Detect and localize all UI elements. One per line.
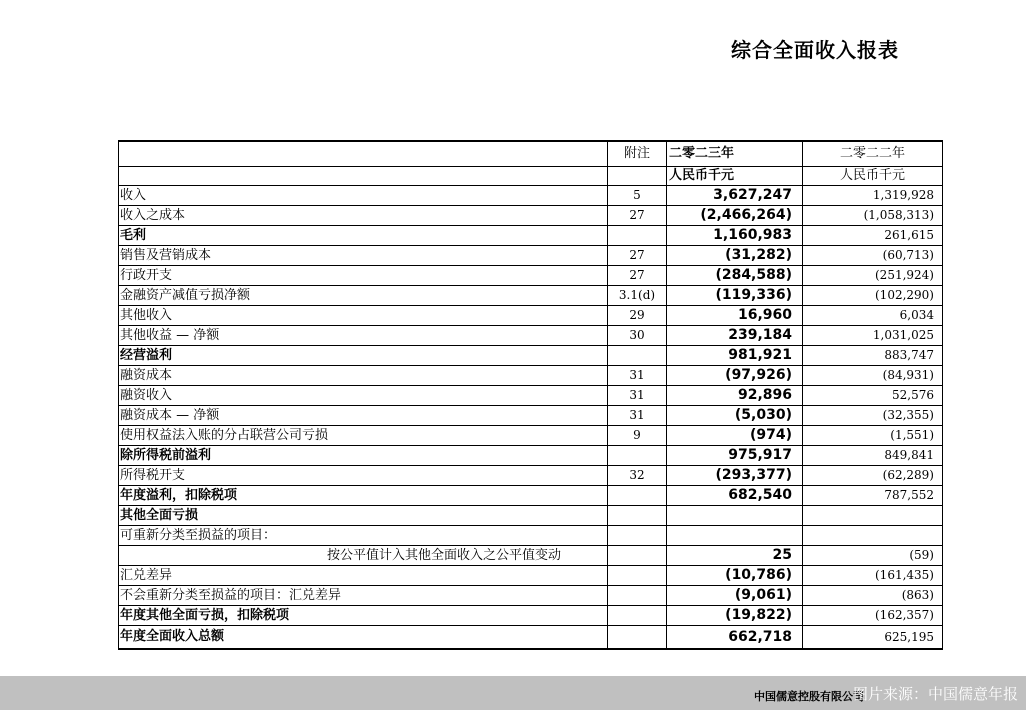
row-label: 其他收益 — 净额 (119, 326, 608, 346)
header-unit-current: 人民币千元 (667, 167, 803, 186)
row-value-current: 975,917 (667, 446, 803, 466)
row-value-current: 662,718 (667, 626, 803, 650)
row-note (608, 626, 667, 650)
row-value-current: 239,184 (667, 326, 803, 346)
row-value-prev: 6,034 (803, 306, 943, 326)
table-row (119, 626, 943, 650)
row-value-current: (2,466,264) (667, 206, 803, 226)
table-row (119, 466, 943, 486)
row-value-current (667, 506, 803, 526)
row-label: 可重新分类至损益的项目： (119, 526, 608, 546)
row-value-current: (974) (667, 426, 803, 446)
table-row (119, 406, 943, 426)
table-row (119, 426, 943, 446)
row-label: 毛利 (119, 226, 608, 246)
row-note: 27 (608, 266, 667, 286)
table-row (119, 546, 943, 566)
row-value-current: (10,786) (667, 566, 803, 586)
row-note: 32 (608, 466, 667, 486)
row-note (608, 566, 667, 586)
row-label: 汇兑差异 (119, 566, 608, 586)
row-note (608, 526, 667, 546)
row-value-current: 25 (667, 546, 803, 566)
row-value-current (667, 526, 803, 546)
row-value-prev: (162,357) (803, 606, 943, 626)
row-value-current: 92,896 (667, 386, 803, 406)
row-value-prev (803, 526, 943, 546)
row-note (608, 606, 667, 626)
row-value-prev: (863) (803, 586, 943, 606)
row-value-prev: (32,355) (803, 406, 943, 426)
row-note (608, 346, 667, 366)
row-note (608, 486, 667, 506)
row-value-prev: (102,290) (803, 286, 943, 306)
row-value-current: (119,336) (667, 286, 803, 306)
row-value-current: 682,540 (667, 486, 803, 506)
row-label: 年度全面收入总额 (119, 626, 608, 650)
header-row-years (119, 141, 943, 167)
row-note: 27 (608, 206, 667, 226)
table-row (119, 366, 943, 386)
row-note: 31 (608, 366, 667, 386)
row-value-current: (97,926) (667, 366, 803, 386)
row-value-current: 1,160,983 (667, 226, 803, 246)
row-note: 31 (608, 406, 667, 426)
row-value-current: (9,061) (667, 586, 803, 606)
row-note: 9 (608, 426, 667, 446)
row-note: 5 (608, 186, 667, 206)
table-row (119, 586, 943, 606)
row-value-prev: 787,552 (803, 486, 943, 506)
row-label: 年度溢利，扣除税项 (119, 486, 608, 506)
table-row (119, 386, 943, 406)
row-value-prev: 52,576 (803, 386, 943, 406)
table-row (119, 486, 943, 506)
row-value-prev: (161,435) (803, 566, 943, 586)
row-value-prev (803, 506, 943, 526)
row-label: 金融资产减值亏损净额 (119, 286, 608, 306)
row-value-prev: 625,195 (803, 626, 943, 650)
row-label: 不会重新分类至损益的项目：汇兑差异 (119, 586, 608, 606)
row-value-prev: (62,289) (803, 466, 943, 486)
row-value-prev: (1,551) (803, 426, 943, 446)
table-row (119, 266, 943, 286)
table-row (119, 506, 943, 526)
header-unit-prev: 人民币千元 (803, 167, 943, 186)
row-label: 年度其他全面亏损，扣除税项 (119, 606, 608, 626)
header-year-prev: 二零二二年 (803, 141, 943, 167)
row-value-prev: 883,747 (803, 346, 943, 366)
row-value-prev: (1,058,313) (803, 206, 943, 226)
row-label: 融资成本 — 净额 (119, 406, 608, 426)
table-row (119, 186, 943, 206)
row-value-prev: 1,031,025 (803, 326, 943, 346)
header-year-current: 二零二三年 (667, 141, 803, 167)
table-row (119, 226, 943, 246)
row-value-current: (31,282) (667, 246, 803, 266)
row-note (608, 446, 667, 466)
row-note (608, 226, 667, 246)
row-label: 其他收入 (119, 306, 608, 326)
header-blank (119, 141, 608, 167)
table-row (119, 206, 943, 226)
row-label: 经营溢利 (119, 346, 608, 366)
row-note: 3.1(d) (608, 286, 667, 306)
row-label: 销售及营销成本 (119, 246, 608, 266)
row-value-prev: 1,319,928 (803, 186, 943, 206)
row-label: 使用权益法入账的分占联营公司亏损 (119, 426, 608, 446)
row-label: 收入 (119, 186, 608, 206)
header-blank (119, 167, 608, 186)
row-note (608, 546, 667, 566)
table-row (119, 306, 943, 326)
row-value-current: (19,822) (667, 606, 803, 626)
row-label: 融资成本 (119, 366, 608, 386)
row-value-current: 16,960 (667, 306, 803, 326)
row-value-prev: 849,841 (803, 446, 943, 466)
row-label: 收入之成本 (119, 206, 608, 226)
company-name: 中国儒意控股有限公司 (754, 690, 864, 703)
row-value-current: (5,030) (667, 406, 803, 426)
row-label: 融资收入 (119, 386, 608, 406)
row-note: 31 (608, 386, 667, 406)
image-source-caption: 图片来源：中国儒意年报 (852, 685, 1018, 703)
income-statement-table (118, 140, 943, 650)
row-value-current: (293,377) (667, 466, 803, 486)
table-row (119, 286, 943, 306)
row-label: 按公平值计入其他全面收入之公平值变动 (119, 546, 608, 566)
row-label: 行政开支 (119, 266, 608, 286)
table-row (119, 526, 943, 546)
row-value-prev: (251,924) (803, 266, 943, 286)
page-title: 综合全面收入报表 (731, 38, 899, 62)
row-value-current: 3,627,247 (667, 186, 803, 206)
header-row-units (119, 167, 943, 186)
row-label: 所得税开支 (119, 466, 608, 486)
row-value-prev: (84,931) (803, 366, 943, 386)
table-row (119, 326, 943, 346)
header-blank (608, 167, 667, 186)
row-note: 30 (608, 326, 667, 346)
table-row (119, 246, 943, 266)
table-row (119, 606, 943, 626)
row-label: 其他全面亏损 (119, 506, 608, 526)
row-note: 27 (608, 246, 667, 266)
row-value-prev: (59) (803, 546, 943, 566)
row-label: 除所得税前溢利 (119, 446, 608, 466)
row-value-prev: 261,615 (803, 226, 943, 246)
table-row (119, 566, 943, 586)
row-note: 29 (608, 306, 667, 326)
row-note (608, 586, 667, 606)
row-note (608, 506, 667, 526)
header-note: 附注 (608, 141, 667, 167)
row-value-current: (284,588) (667, 266, 803, 286)
table-row (119, 446, 943, 466)
row-value-current: 981,921 (667, 346, 803, 366)
table-row (119, 346, 943, 366)
row-value-prev: (60,713) (803, 246, 943, 266)
